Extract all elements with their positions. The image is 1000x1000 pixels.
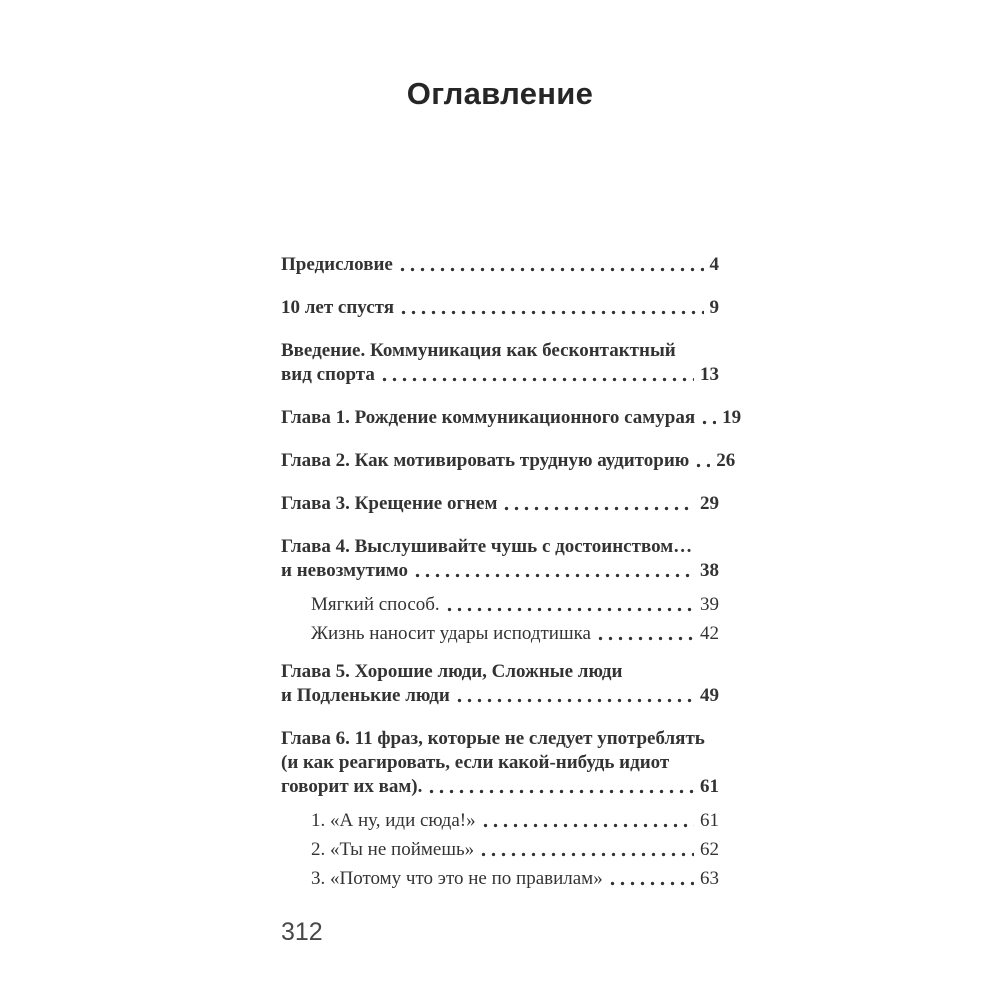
toc-entry-page: 29 bbox=[700, 493, 719, 514]
toc-entry bbox=[281, 449, 736, 473]
toc-entry-page: 39 bbox=[700, 594, 719, 615]
toc-entry-title: 3. «Потому что это не по правилам» bbox=[311, 868, 603, 889]
toc-entry-title: Жизнь наносит удары исподтишка bbox=[311, 623, 591, 644]
dot-leader bbox=[400, 267, 704, 272]
toc-entry-title: 2. «Ты не поймешь» bbox=[311, 839, 475, 860]
toc-entry-page: 4 bbox=[709, 254, 719, 275]
dot-leader bbox=[610, 881, 694, 886]
dot-leader bbox=[702, 420, 716, 425]
dot-leader bbox=[696, 463, 710, 468]
toc-entry-title: Предисловие bbox=[281, 254, 393, 275]
dot-leader bbox=[457, 698, 694, 703]
toc-entry-title: Глава 2. Как мотивировать трудную аудиторию bbox=[281, 450, 690, 471]
toc-list bbox=[281, 253, 742, 905]
toc-entry-page: 38 bbox=[700, 560, 719, 581]
dot-leader bbox=[382, 377, 694, 382]
toc-entry bbox=[281, 535, 719, 583]
toc-entry bbox=[281, 339, 719, 387]
toc-entry-page: 61 bbox=[700, 776, 719, 797]
toc-entry-title: Глава 1. Рождение коммуникационного самурая bbox=[281, 407, 696, 428]
dot-leader bbox=[483, 823, 694, 828]
toc-entry-line: Глава 6. 11 фраз, которые не следует употреблять bbox=[281, 728, 705, 749]
toc-entry-line: Введение. Коммуникация как бесконтактный bbox=[281, 340, 676, 361]
toc-entry-title: 10 лет спустя bbox=[281, 297, 395, 318]
toc-entry-title: и Подленькие люди bbox=[281, 685, 450, 706]
toc-entry-title: говорит их вам). bbox=[281, 776, 423, 797]
toc-entry-page: 62 bbox=[700, 839, 719, 860]
toc-entry-page: 63 bbox=[700, 868, 719, 889]
toc-entry bbox=[281, 727, 719, 799]
toc-entry bbox=[281, 253, 719, 277]
toc-entry-page: 9 bbox=[709, 297, 719, 318]
toc-entry bbox=[281, 406, 742, 430]
toc-entry-line: Глава 5. Хорошие люди, Сложные люди bbox=[281, 661, 623, 682]
toc-entry bbox=[281, 660, 719, 708]
dot-leader bbox=[415, 573, 694, 578]
toc-entry-page: 61 bbox=[700, 810, 719, 831]
toc-entry-page: 13 bbox=[700, 364, 719, 385]
toc-entry-title: Мягкий способ. bbox=[311, 594, 440, 615]
toc-subentry bbox=[311, 809, 719, 833]
toc-entry-page: 42 bbox=[700, 623, 719, 644]
toc-entry-title: вид спорта bbox=[281, 364, 375, 385]
toc-entry-title: 1. «А ну, иди сюда!» bbox=[311, 810, 476, 831]
dot-leader bbox=[504, 506, 694, 511]
toc-subentry bbox=[311, 593, 719, 617]
toc-entry-line: Глава 4. Выслушивайте чушь с достоинством… bbox=[281, 536, 693, 557]
toc-entry bbox=[281, 492, 719, 516]
toc-entry-title: Глава 3. Крещение огнем bbox=[281, 493, 498, 514]
toc-entry-line: (и как реагировать, если какой-нибудь идиот bbox=[281, 752, 670, 773]
toc-entry-title: и невозмутимо bbox=[281, 560, 408, 581]
toc-subentry bbox=[311, 867, 719, 891]
dot-leader bbox=[598, 636, 694, 641]
dot-leader bbox=[401, 310, 703, 315]
dot-leader bbox=[429, 789, 694, 794]
toc-subentry bbox=[311, 838, 719, 862]
dot-leader bbox=[481, 852, 694, 857]
toc-entry-page: 19 bbox=[722, 407, 742, 428]
page-title: Оглавление bbox=[406, 76, 594, 111]
toc-entry-page: 49 bbox=[700, 685, 719, 706]
toc-entry-page: 26 bbox=[716, 450, 736, 471]
toc-subentry bbox=[311, 622, 719, 646]
toc-entry bbox=[281, 296, 719, 320]
dot-leader bbox=[447, 607, 694, 612]
folio-page-number: 312 bbox=[281, 918, 323, 946]
